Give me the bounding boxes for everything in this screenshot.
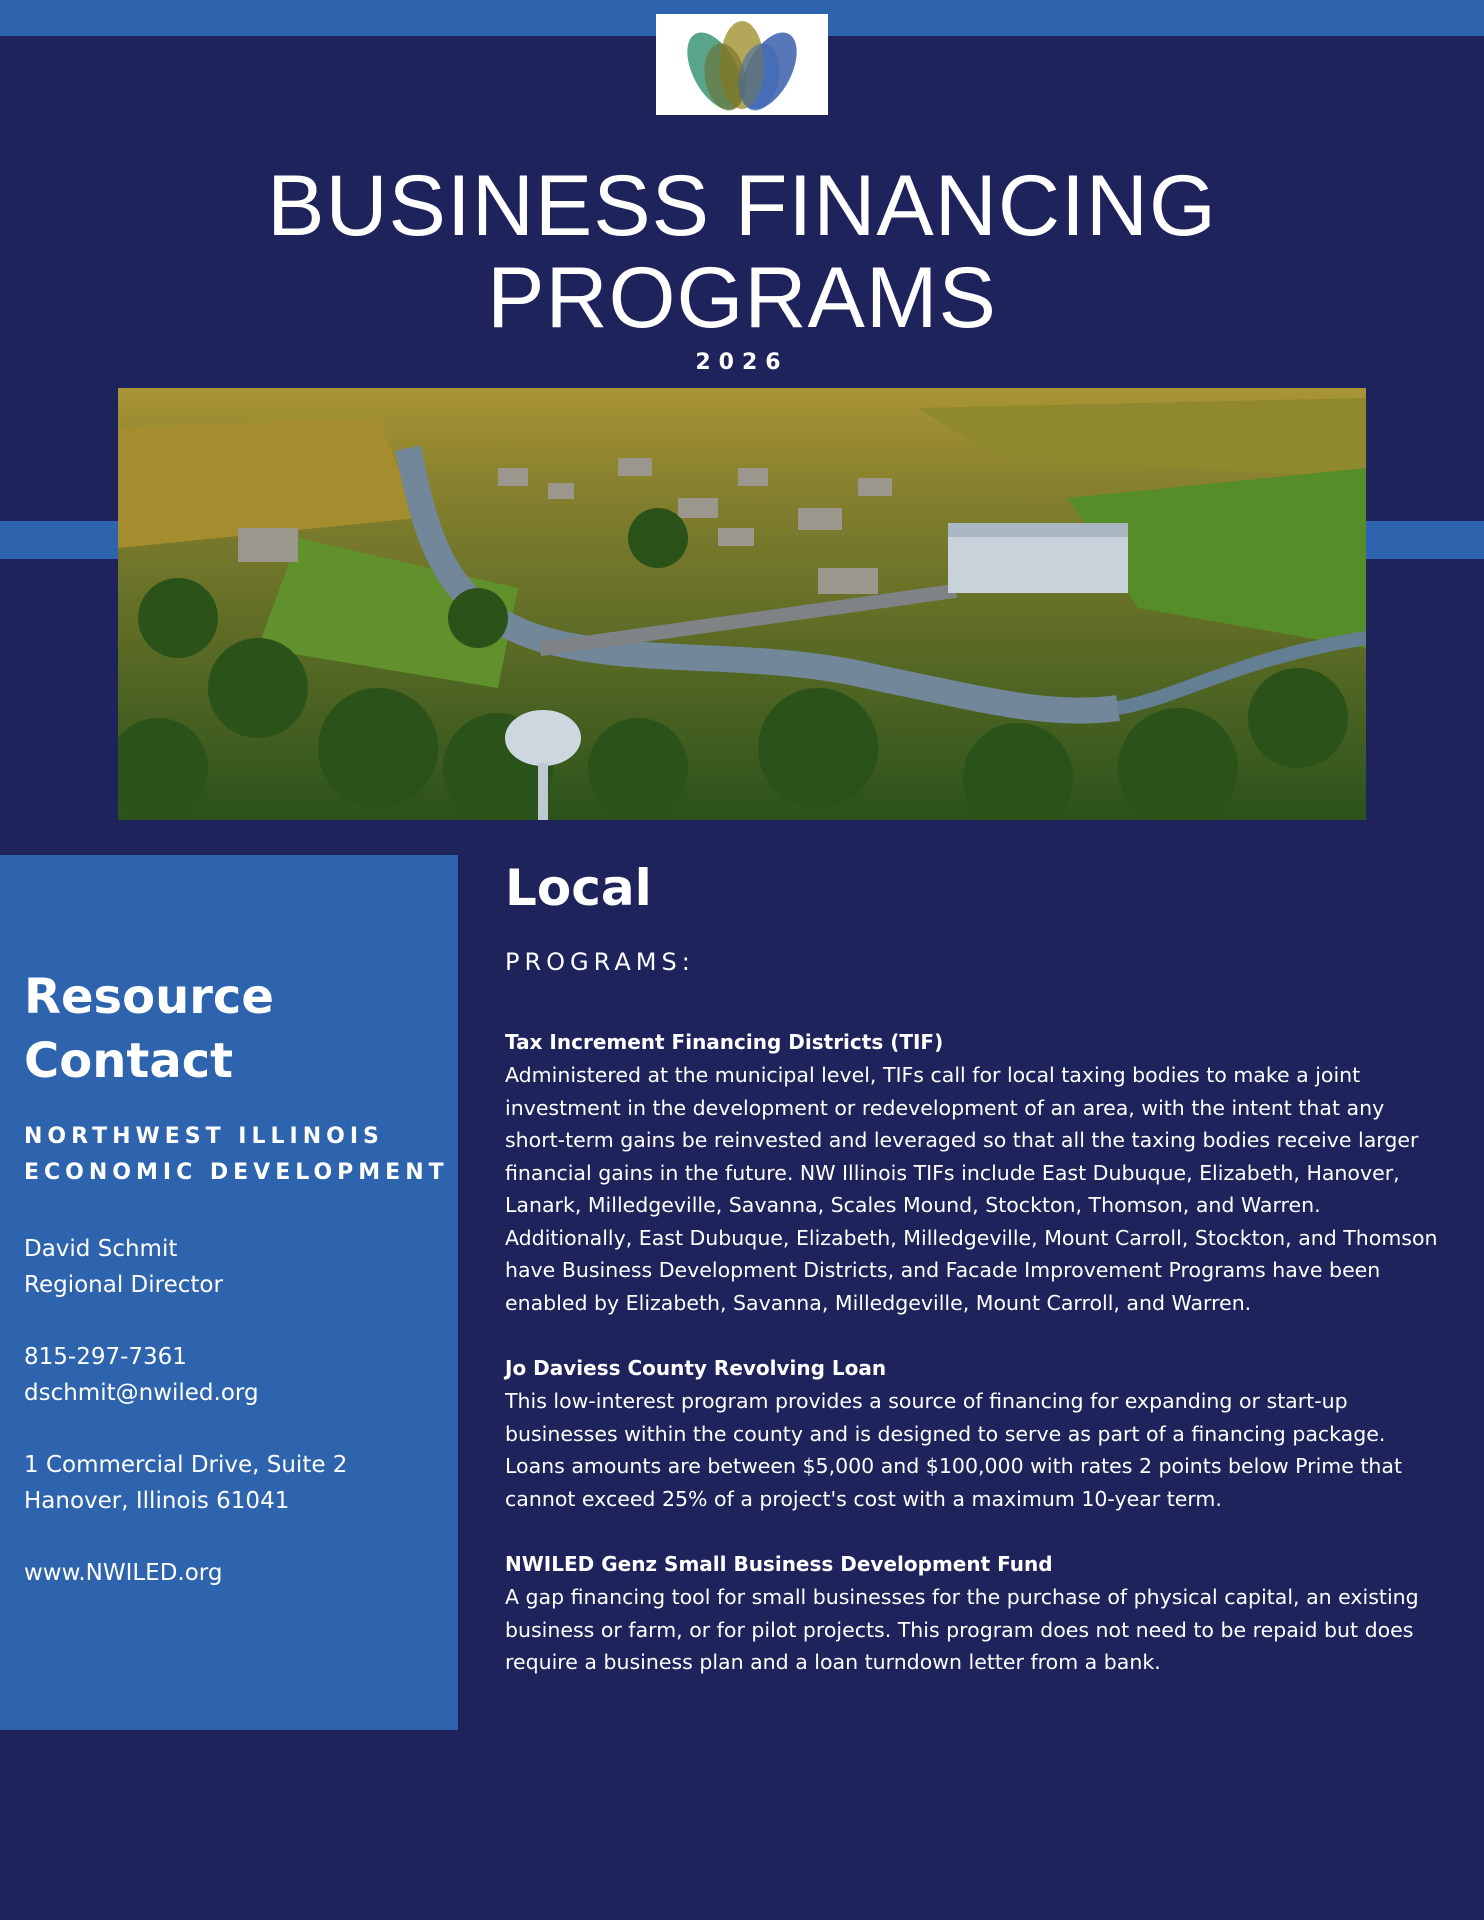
contact-title: Regional Director — [24, 1272, 223, 1298]
lotus-leaves-icon — [667, 17, 817, 113]
program-description: A gap financing tool for small businesses for the purchase of physical capital, an existing business or farm, or for pilot projects. This program does not need to be repaid but does require a business plan and a loan turndown letter from a bank. — [505, 1585, 1419, 1674]
year-label: 2026 — [695, 350, 789, 375]
contact-details — [24, 1231, 444, 1591]
organization-name-line1: NORTHWEST ILLINOIS — [24, 1124, 384, 1149]
aerial-town-photo — [118, 388, 1366, 820]
program-name: Jo Daviess County Revolving Loan — [505, 1356, 887, 1380]
contact-email: dschmit@nwiled.org — [24, 1380, 259, 1406]
program-description: Administered at the municipal level, TIFs call for local taxing bodies to make a joint investment in the development or redevelopment of an area, with the intent that any short-term gains be reinvested and leveraged so that all the taxing bodies receive larger financial gains in the future. NW Illinois TIFs include East Dubuque, Elizabeth, Hanover, Lanark, Milledgeville, Savanna, Scales Mound, Stockton, Thomson, and Warren. Additionally, East Dubuque, Elizabeth, Milledgeville, Mount Carroll, Stockton, and Thomson have Business Development Districts, and Facade Improvement Programs have been enabled by Elizabeth, Savanna, Milledgeville, Mount Carroll, and Warren. — [505, 1063, 1438, 1315]
organization-name-line2: ECONOMIC DEVELOPMENT — [24, 1160, 449, 1185]
section-heading: Local — [505, 859, 652, 917]
page-title-line2: PROGRAMS — [487, 250, 997, 346]
program-name: Tax Increment Financing Districts (TIF) — [505, 1030, 944, 1054]
contact-phone: 815-297-7361 — [24, 1344, 187, 1370]
resource-contact-panel — [0, 855, 458, 1730]
program-description: This low-interest program provides a source of financing for expanding or start-up businesses within the county and is designed to serve as part of a financing package. Loans amounts are between $5,000 and $100,000 with rates 2 points below Prime that cannot exceed 25% of a project's cost with a maximum 10-year term. — [505, 1389, 1403, 1511]
program-list — [505, 1026, 1445, 1712]
address-line2: Hanover, Illinois 61041 — [24, 1488, 290, 1514]
logo — [656, 14, 828, 115]
hero-photo — [118, 388, 1366, 820]
address-line1: 1 Commercial Drive, Suite 2 — [24, 1452, 348, 1478]
program-item — [505, 1352, 1445, 1515]
website-link: www.NWILED.org — [24, 1560, 223, 1586]
organization-name — [24, 1119, 454, 1191]
program-item — [505, 1548, 1445, 1679]
page-title-line1: BUSINESS FINANCING — [267, 158, 1217, 254]
programs-label: PROGRAMS: — [505, 948, 695, 976]
program-item — [505, 1026, 1445, 1319]
contact-name: David Schmit — [24, 1236, 178, 1262]
page-title — [0, 160, 1484, 344]
program-name: NWILED Genz Small Business Development Fund — [505, 1552, 1053, 1576]
resource-contact-heading: Resource Contact — [24, 969, 274, 1089]
